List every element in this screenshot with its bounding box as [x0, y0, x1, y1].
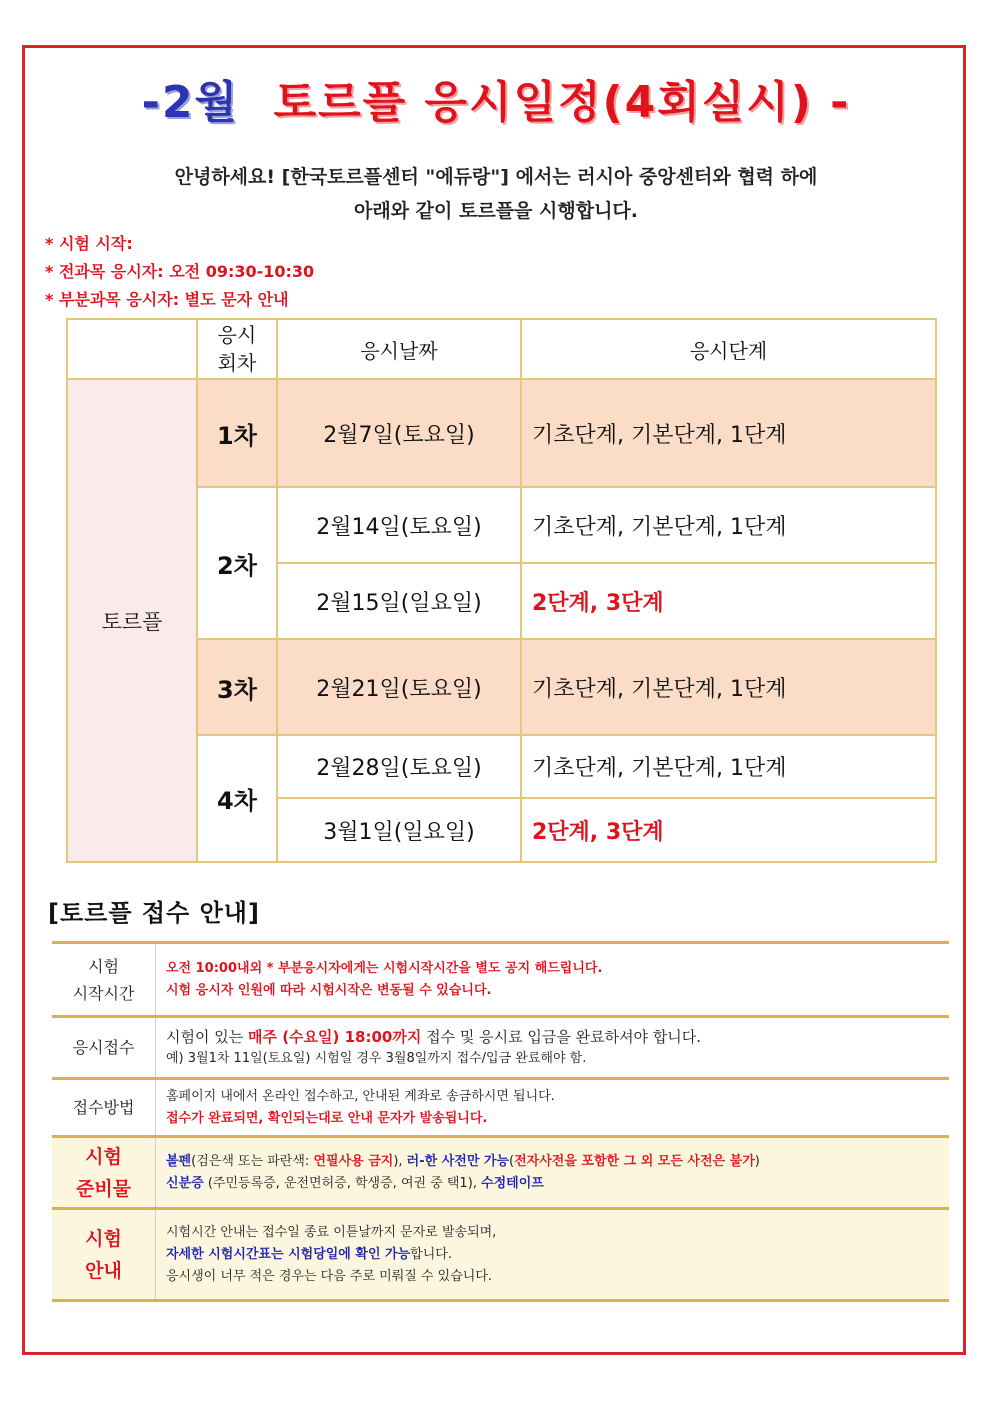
info-row-application	[52, 1017, 949, 1079]
date-cell: 2월14일(토요일)	[277, 487, 521, 563]
schedule-header-row	[67, 319, 936, 379]
header-round: 응시 회차	[197, 319, 277, 379]
note-item: * 부분과목 응시자: 별도 문자 안내	[45, 290, 289, 309]
info-row-supplies	[52, 1137, 949, 1209]
note-item: * 시험 시작:	[45, 234, 133, 253]
stage-cell: 기초단계, 기본단계, 1단계	[521, 487, 936, 563]
date-cell: 2월21일(토요일)	[277, 639, 521, 735]
header-date: 응시날짜	[277, 319, 521, 379]
info-label: 시험 준비물	[52, 1137, 156, 1209]
schedule-table	[66, 318, 937, 863]
round-cell: 1차	[197, 379, 277, 487]
notes-list	[45, 230, 314, 314]
table-row	[67, 639, 936, 735]
round-cell: 2차	[197, 487, 277, 639]
stage-cell: 기초단계, 기본단계, 1단계	[521, 735, 936, 798]
round-cell: 4차	[197, 735, 277, 862]
exam-name-cell: 토르플	[67, 379, 197, 862]
info-row-method	[52, 1079, 949, 1137]
date-cell: 2월28일(토요일)	[277, 735, 521, 798]
date-cell: 2월7일(토요일)	[277, 379, 521, 487]
date-cell: 3월1일(일요일)	[277, 798, 521, 862]
stage-cell: 기초단계, 기본단계, 1단계	[521, 639, 936, 735]
note-item: * 전과목 응시자: 오전 09:30-10:30	[45, 262, 315, 281]
info-label: 응시접수	[52, 1017, 156, 1079]
stage-cell: 2단계, 3단계	[521, 798, 936, 862]
info-label: 시험 안내	[52, 1209, 156, 1301]
info-label: 접수방법	[52, 1079, 156, 1137]
header-empty-cell	[67, 319, 197, 379]
page-title	[0, 66, 992, 130]
info-content: 시험이 있는 매주 (수요일) 18:00까지 접수 및 응시료 입금을 완료하셔야 합니다. 예) 3월1차 11일(토요일) 시험일 경우 3월8일까지 접수/입금 완료해야 함.	[166, 1027, 702, 1066]
table-row	[67, 487, 936, 563]
header-stage: 응시단계	[521, 319, 936, 379]
info-content: 홈페이지 내에서 온라인 접수하고, 안내된 계좌로 송금하시면 됩니다. 접수가 완료되면, 확인되는대로 안내 문자가 발송됩니다.	[166, 1088, 555, 1126]
info-row-start-time	[52, 943, 949, 1017]
table-row	[67, 735, 936, 798]
title-main: 토르플 응시일정(4회실시) -	[273, 77, 851, 128]
table-row	[67, 379, 936, 487]
intro-line-2: 아래와 같이 토르플을 시행합니다.	[353, 200, 639, 222]
title-month: -2월	[141, 77, 239, 128]
round-cell: 3차	[197, 639, 277, 735]
intro-line-1: 안녕하세요! [한국토르플센터 "에듀랑"] 에서는 러시아 중앙센터와 협력 하에	[174, 166, 818, 188]
info-row-guide	[52, 1209, 949, 1301]
intro-text	[0, 160, 992, 228]
info-content: 오전 10:00내외 * 부분응시자에게는 시험시작시간을 별도 공지 해드립니다. 시험 응시자 인원에 따라 시험시작은 변동될 수 있습니다.	[166, 960, 603, 998]
stage-cell: 2단계, 3단계	[521, 563, 936, 639]
date-cell: 2월15일(일요일)	[277, 563, 521, 639]
stage-cell: 기초단계, 기본단계, 1단계	[521, 379, 936, 487]
registration-info-table	[52, 941, 949, 1302]
info-label: 시험 시작시간	[52, 943, 156, 1017]
registration-heading: [토르플 접수 안내]	[48, 899, 260, 927]
info-content: 볼펜(검은색 또는 파란색: 연필사용 금지), 러-한 사전만 가능(전자사전을 포함한 그 외 모든 사전은 불가) 신분증 (주민등록증, 운전면허증, 학생증, 여권 중 택1), 수정테이프	[156, 1137, 950, 1209]
info-content: 시험시간 안내는 접수일 종료 이튿날까지 문자로 발송되며, 자세한 시험시간표는 시험당일에 확인 가능합니다. 응시생이 너무 적은 경우는 다음 주로 미뤄질 수 있습니다.	[156, 1209, 950, 1301]
